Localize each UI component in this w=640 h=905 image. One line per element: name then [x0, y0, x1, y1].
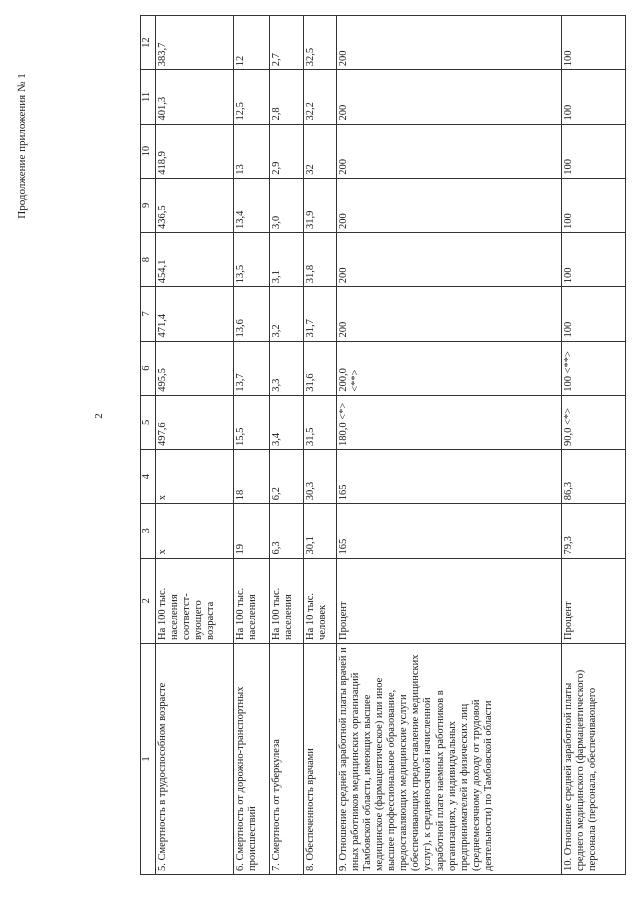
value-cell: 454,1	[156, 233, 234, 287]
unit-cell: Процент	[337, 558, 562, 643]
value-cell: 100	[562, 124, 626, 178]
value-cell: 13,7	[234, 341, 270, 395]
value-cell: 200	[337, 178, 562, 232]
value-cell: 32,2	[304, 70, 337, 124]
value-cell: 13,5	[234, 233, 270, 287]
value-cell: 30,3	[304, 450, 337, 504]
value-cell: 383,7	[156, 16, 234, 70]
value-cell: 100	[562, 70, 626, 124]
indicator-cell: 9. Отношение средней заработной платы врачей и иных работников медицинских организаций Тамбовской области, имеющих высшее медицинское (фармацевтическое) или иное высшее профессиональное образование, предоставляющих медицинские услуги (обеспечивающих предоставление медицинских услуг), к средненосячной начисленной заработной плате наемных работников в организациях, у индивидуальных предпринимателей и физических лиц (среднемесячному доходу от трудовой деятельности) по Тамбовской области	[337, 643, 562, 874]
unit-cell: Процент	[562, 558, 626, 643]
value-cell: 31,5	[304, 395, 337, 449]
value-cell: 86,3	[562, 450, 626, 504]
unit-cell: На 100 тыс. населения соответст-вующего возраста	[156, 558, 234, 643]
table-row	[270, 16, 304, 875]
appendix-title: Продолжение приложения № 1	[16, 73, 28, 219]
value-cell: 13	[234, 124, 270, 178]
header-cell: 7	[141, 287, 156, 341]
value-cell: 3,1	[270, 233, 304, 287]
header-cell: 5	[141, 395, 156, 449]
value-cell: 90,0 <*>	[562, 395, 626, 449]
value-cell: 13,4	[234, 178, 270, 232]
value-cell: 436,5	[156, 178, 234, 232]
value-cell: 2,7	[270, 16, 304, 70]
value-cell: 401,3	[156, 70, 234, 124]
value-cell: 165	[337, 450, 562, 504]
table-row	[562, 16, 626, 875]
value-cell: 6,3	[270, 504, 304, 558]
value-cell: 471,4	[156, 287, 234, 341]
value-cell: 31,9	[304, 178, 337, 232]
value-cell: 30,1	[304, 504, 337, 558]
table-row	[337, 16, 562, 875]
value-cell: 3,3	[270, 341, 304, 395]
value-cell: 18	[234, 450, 270, 504]
header-cell: 1	[141, 643, 156, 874]
value-cell: 3,0	[270, 178, 304, 232]
value-cell: 2,9	[270, 124, 304, 178]
value-cell: 13,6	[234, 287, 270, 341]
indicator-cell: 10. Отношение средней заработной платы среднего медицинского (фармацевтического) персонала (персонала, обеспечивающего	[562, 643, 626, 874]
value-cell: 100	[562, 287, 626, 341]
value-cell: 19	[234, 504, 270, 558]
value-cell: 200,0 <**>	[337, 341, 562, 395]
value-cell: 100	[562, 16, 626, 70]
unit-cell: На 10 тыс. человек	[304, 558, 337, 643]
value-cell: 79,3	[562, 504, 626, 558]
indicator-cell: 7. Смертность от туберкулеза	[270, 643, 304, 874]
value-cell: 15,5	[234, 395, 270, 449]
header-cell: 2	[141, 558, 156, 643]
value-cell: 100	[562, 233, 626, 287]
value-cell: 200	[337, 233, 562, 287]
header-cell: 12	[141, 16, 156, 70]
value-cell: 180,0 <*>	[337, 395, 562, 449]
value-cell: 2,8	[270, 70, 304, 124]
unit-cell: На 100 тыс. населения	[234, 558, 270, 643]
value-cell: 12	[234, 16, 270, 70]
indicators-table	[140, 15, 626, 875]
unit-cell: На 100 тыс. населения	[270, 558, 304, 643]
value-cell: 100 <**>	[562, 341, 626, 395]
value-cell: 12,5	[234, 70, 270, 124]
header-cell: 8	[141, 233, 156, 287]
value-cell: 495,5	[156, 341, 234, 395]
header-row	[141, 16, 156, 875]
table-row	[234, 16, 270, 875]
indicator-cell: 8. Обеспеченность врачами	[304, 643, 337, 874]
indicator-cell: 5. Смертность в трудоспособном возрасте	[156, 643, 234, 874]
value-cell: 31,8	[304, 233, 337, 287]
value-cell: 31,7	[304, 287, 337, 341]
indicator-cell: 6. Смертность от дорожно-транспортных происшествий	[234, 643, 270, 874]
value-cell: 32	[304, 124, 337, 178]
value-cell: 6,2	[270, 450, 304, 504]
header-cell: 10	[141, 124, 156, 178]
value-cell: 497,6	[156, 395, 234, 449]
value-cell: 418,9	[156, 124, 234, 178]
table-row	[304, 16, 337, 875]
header-cell: 11	[141, 70, 156, 124]
rotated-table-container	[140, 15, 640, 875]
value-cell: х	[156, 450, 234, 504]
header-cell: 9	[141, 178, 156, 232]
value-cell: 3,4	[270, 395, 304, 449]
value-cell: 200	[337, 70, 562, 124]
value-cell: 32,5	[304, 16, 337, 70]
header-cell: 4	[141, 450, 156, 504]
value-cell: 165	[337, 504, 562, 558]
page-number: 2	[92, 413, 105, 419]
value-cell: 3,2	[270, 287, 304, 341]
value-cell: х	[156, 504, 234, 558]
header-cell: 3	[141, 504, 156, 558]
value-cell: 31,6	[304, 341, 337, 395]
value-cell: 200	[337, 287, 562, 341]
value-cell: 200	[337, 16, 562, 70]
table-row	[156, 16, 234, 875]
value-cell: 100	[562, 178, 626, 232]
value-cell: 200	[337, 124, 562, 178]
header-cell: 6	[141, 341, 156, 395]
